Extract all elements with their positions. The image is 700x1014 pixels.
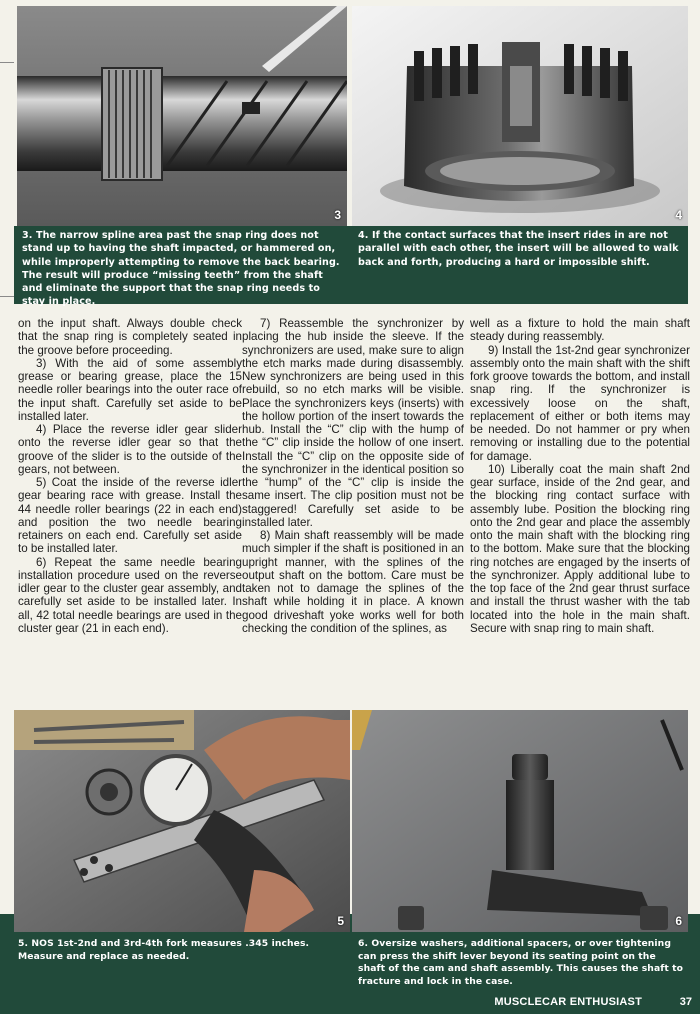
paragraph: well as a fixture to hold the main shaft steady during reassembly. bbox=[470, 317, 690, 344]
margin-rule-top bbox=[0, 62, 14, 63]
body-column-1 bbox=[18, 317, 242, 635]
caption-5: 5. NOS 1st-2nd and 3rd-4th fork measures .345 inches. Measure and replace as needed. bbox=[18, 938, 310, 962]
page-number: 37 bbox=[679, 996, 692, 1008]
magazine-title: MUSCLECAR ENTHUSIAST bbox=[494, 996, 642, 1008]
photo-4-number: 4 bbox=[675, 208, 682, 222]
paragraph: on the input shaft. Always double check that the snap ring is completely seated in the groove before proceeding. bbox=[18, 317, 242, 357]
photo-4-synchronizer-sleeve bbox=[352, 6, 688, 226]
photo-5-caliper-measurement bbox=[14, 710, 350, 932]
photo-6-number: 6 bbox=[675, 914, 682, 928]
paragraph: 5) Coat the inside of the reverse idler gear bearing race with grease. Install the 44 needle roller bearings (22 in each end) and position the two needle bearing retainers on each end. Carefully set aside to be installed later. bbox=[18, 476, 242, 556]
paragraph: 6) Repeat the same needle bearing installation procedure used on the reverse idler gear to the cluster gear assembly, and carefully set aside to be installed later. In all, 42 total needle bearings are used in the cluster gear (21 in each end). bbox=[18, 555, 242, 635]
caption-4: 4. If the contact surfaces that the insert rides in are not parallel with each other, the insert will be allowed to walk back and forth, producing a hard or impossible shift. bbox=[358, 230, 679, 268]
paragraph: 7) Reassemble the synchronizer by placing the hub inside the sleeve. If the synchronizers are used, make sure to align the etch marks made during disassembly. New synchronizers are being used in this rebuild, so no etch marks will be visible. Place the synchronizers keys (inserts) with the hollow portion of the insert towards the hub. Install the “C” clip with the hump of the “C” clip inside the hollow of one insert. Install the “C” clip on the opposite side of the synchronizer in the identical position so the “hump” of the “C” clip is inside the same insert. The clip position must not be staggered! Carefully set aside to be installed later. bbox=[242, 317, 464, 529]
paragraph: 4) Place the reverse idler gear slider onto the reverse idler gear so that the groove of the slider is to the outside of the gears, not between. bbox=[18, 423, 242, 476]
paragraph: 9) Install the 1st-2nd gear synchronizer assembly onto the main shaft with the shift fork groove towards the bottom, and install snap ring. If the synchronizer is excessively loose on the shaft, replacement of either or both items may be needed. Do not hammer or pry when removing or installing due to the potential for damage. bbox=[470, 343, 690, 463]
caption-6: 6. Oversize washers, additional spacers, or over tightening can press the shift lever beyond its seating point on the shaft of the cam and shaft assembly. This causes the shaft to fracture and lock in the case. bbox=[358, 938, 684, 987]
paragraph: 10) Liberally coat the main shaft 2nd gear surface, inside of the 2nd gear, and the blocking ring contact surface with assembly lube. Position the blocking ring onto the 2nd gear and place the assembly onto the main shaft with the blocking ring to the bottom. Make sure that the blocking ring notches are engaged by the inserts of the synchronizer. Apply additional lube to the top face of the 2nd gear thrust surface and install the thrust washer with the tab located into the hole in the main shaft. Secure with snap ring to main shaft. bbox=[470, 462, 690, 635]
body-column-3 bbox=[470, 317, 690, 635]
paragraph: 8) Main shaft reassembly will be made much simpler if the shaft is positioned in an upright manner, with the splines of the output shaft on the bottom. Care must be taken not to damage the splines of the shaft while holding it in place. A known good driveshaft yoke works well for both checking the condition of the splines, as bbox=[242, 529, 464, 635]
body-column-2 bbox=[242, 317, 464, 635]
photo-6-shift-lever-shaft bbox=[352, 710, 688, 932]
photo-3-number: 3 bbox=[334, 208, 341, 222]
margin-rule-bottom bbox=[0, 296, 14, 297]
paragraph: 3) With the aid of some assembly grease or bearing grease, place the 15 needle roller bearings into the outer race of the input shaft. Carefully set aside to be installed later. bbox=[18, 356, 242, 423]
caption-3: 3. The narrow spline area past the snap ring does not stand up to having the shaft impacted, or hammered on, while improperly attempting to remove the back bearing. The result will produce “missing teeth” from the shaft and eliminate the support that the snap ring needs to stay in place. bbox=[22, 230, 340, 308]
photo-3-input-shaft bbox=[17, 6, 347, 226]
photo-5-number: 5 bbox=[337, 914, 344, 928]
